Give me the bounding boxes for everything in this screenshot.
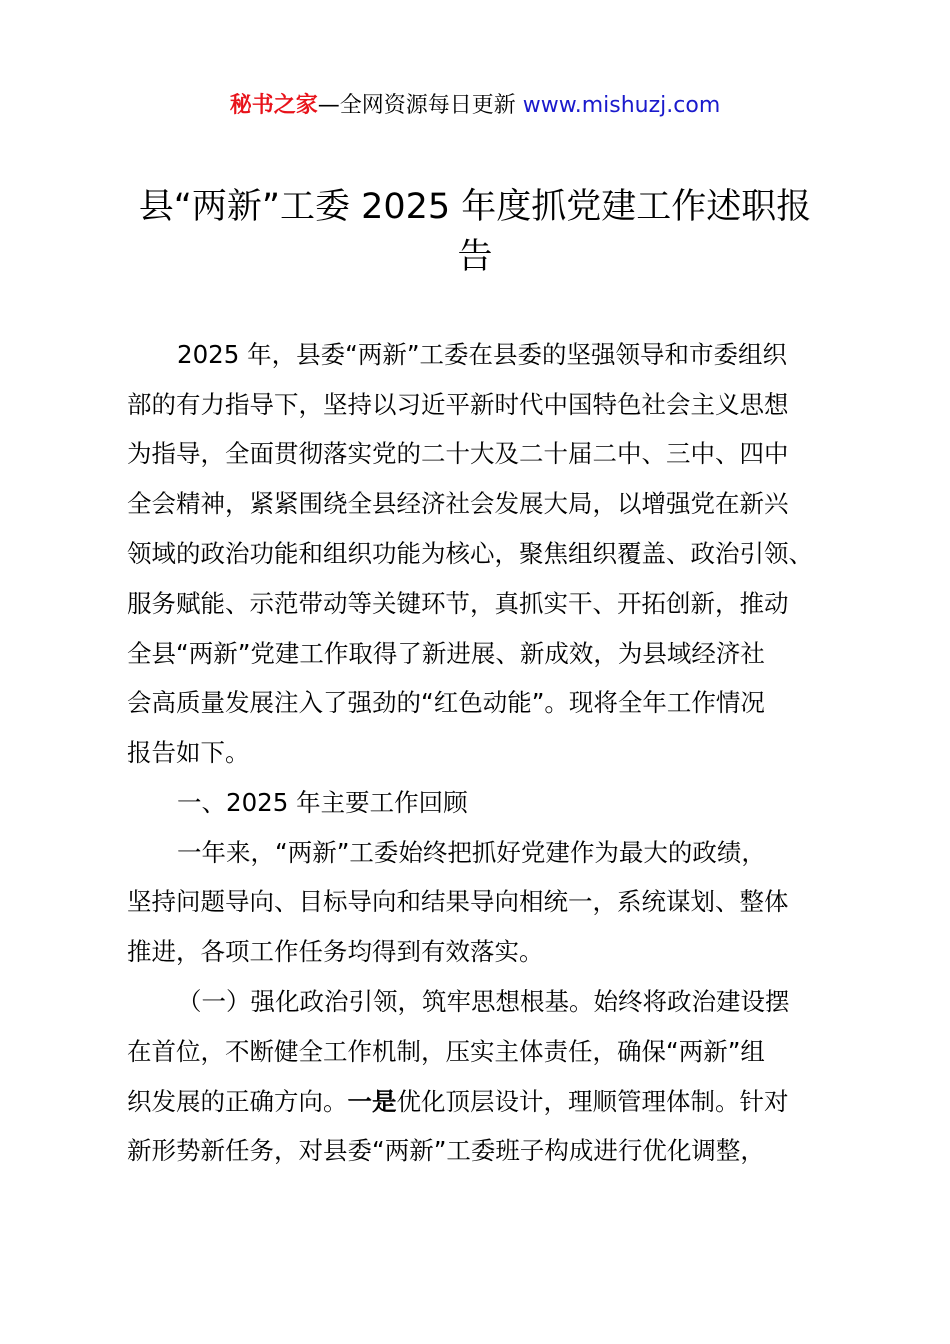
- header-tagline: —全网资源每日更新: [317, 93, 523, 118]
- title-line-1: 县“两新”工委 2025 年度抓党建工作述职报: [138, 187, 812, 227]
- paragraph-line: 为指导，全面贯彻落实党的二十大及二十届二中、三中、四中: [127, 439, 789, 468]
- text-run: 织发展的正确方向。: [127, 1087, 348, 1116]
- text-run: 优化顶层设计，理顺管理体制。针对: [396, 1087, 789, 1116]
- paragraph-line: 报告如下。: [127, 738, 250, 767]
- site-url-link[interactable]: www.mishuzj.com: [522, 93, 721, 118]
- paragraph-line: 全会精神，紧紧围绕全县经济社会发展大局，以增强党在新兴: [127, 489, 789, 518]
- document-title: [0, 182, 950, 282]
- paragraph-line: 领域的政治功能和组织功能为核心，聚焦组织覆盖、政治引领、: [127, 539, 813, 568]
- paragraph-line: 全县“两新”党建工作取得了新进展、新成效，为县域经济社: [127, 639, 765, 668]
- site-header: [0, 88, 950, 119]
- bold-run: 一是: [347, 1087, 397, 1116]
- paragraph-line: 部的有力指导下，坚持以习近平新时代中国特色社会主义思想: [127, 390, 789, 419]
- paragraph-line: 新形势新任务，对县委“两新”工委班子构成进行优化调整，: [127, 1136, 765, 1165]
- paragraph-line: 服务赋能、示范带动等关键环节，真抓实干、开拓创新，推动: [127, 589, 789, 618]
- paragraph-line: 在首位，不断健全工作机制，压实主体责任，确保“两新”组: [127, 1037, 765, 1066]
- paragraph-line: 推进，各项工作任务均得到有效落实。: [127, 937, 544, 966]
- section-heading: 一、2025 年主要工作回顾: [177, 788, 468, 817]
- paragraph-line: 会高质量发展注入了强劲的“红色动能”。现将全年工作情况: [127, 688, 765, 717]
- paragraph-line: 2025 年，县委“两新”工委在县委的坚强领导和市委组织: [177, 340, 788, 369]
- paragraph-line: 坚持问题导向、目标导向和结果导向相统一，系统谋划、整体: [127, 887, 789, 916]
- title-line-2: 告: [457, 237, 493, 277]
- brand-name: 秘书之家: [229, 93, 318, 118]
- paragraph-line: 一年来，“两新”工委始终把抓好党建作为最大的政绩，: [177, 838, 766, 867]
- paragraph-line: [127, 1087, 789, 1117]
- paragraph-line: （一）强化政治引领，筑牢思想根基。始终将政治建设摆: [177, 987, 790, 1016]
